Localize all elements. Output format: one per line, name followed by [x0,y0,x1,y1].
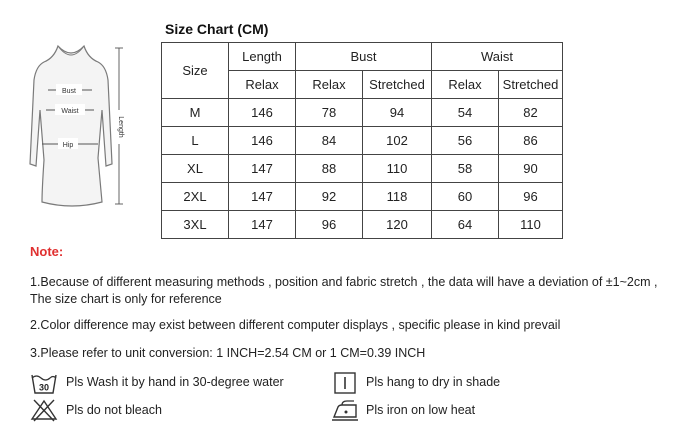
table-cell: 86 [499,127,563,155]
size-header: Size [162,43,229,99]
subheader-cell: Stretched [499,71,563,99]
table-cell: 94 [363,99,432,127]
table-cell: 118 [363,183,432,211]
subheader-cell: Stretched [363,71,432,99]
table-cell: 102 [363,127,432,155]
table-cell: 147 [229,155,296,183]
care-bleach-text: Pls do not bleach [66,403,162,417]
table-row [162,99,563,127]
waist-label: Waist [61,108,79,115]
size-table [161,42,563,239]
note-line-3: 3.Please refer to unit conversion: 1 INCH=2.54 CM or 1 CM=0.39 INCH [30,346,426,360]
table-cell: 110 [363,155,432,183]
table-cell: 3XL [162,211,229,239]
table-cell: 120 [363,211,432,239]
table-row [162,211,563,239]
table-cell: L [162,127,229,155]
care-hang-text: Pls hang to dry in shade [366,375,501,389]
table-cell: 84 [296,127,363,155]
note-line-1b: The size chart is only for reference [30,292,222,306]
note-heading: Note: [30,244,64,259]
subheader-cell: Relax [296,71,363,99]
table-cell: 60 [432,183,499,211]
table-cell: 82 [499,99,563,127]
length-header: Length [229,43,296,71]
bust-label: Bust [61,88,77,95]
wash-temp-badge: 30 [38,382,50,393]
subheader-cell: Relax [432,71,499,99]
table-cell: M [162,99,229,127]
length-label: Length [117,116,124,138]
table-cell: 96 [296,211,363,239]
subheader-cell: Relax [229,71,296,99]
table-cell: 2XL [162,183,229,211]
table-cell: 92 [296,183,363,211]
care-wash-text: Pls Wash it by hand in 30-degree water [66,375,284,389]
wash-30-icon [30,371,58,395]
table-cell: 56 [432,127,499,155]
table-cell: 147 [229,183,296,211]
table-cell: 78 [296,99,363,127]
no-bleach-icon [30,398,58,422]
table-cell: XL [162,155,229,183]
table-cell: 64 [432,211,499,239]
table-cell: 146 [229,127,296,155]
table-cell: 146 [229,99,296,127]
waist-header: Waist [432,43,563,71]
table-cell: 58 [432,155,499,183]
table-row [162,183,563,211]
table-cell: 110 [499,211,563,239]
table-row [162,155,563,183]
bust-header: Bust [296,43,432,71]
dress-measurement-illustration [22,40,132,212]
note-line-2: 2.Color difference may exist between different computer displays , specific please in kind prevail [30,318,561,332]
hip-label: Hip [62,142,74,149]
table-cell: 90 [499,155,563,183]
table-cell: 88 [296,155,363,183]
iron-low-icon [330,398,360,422]
table-row [162,127,563,155]
note-line-1: 1.Because of different measuring methods , position and fabric stretch , the data will have a deviation of ±1~2cm , [30,275,658,289]
dress-outline [30,46,112,206]
care-iron-text: Pls iron on low heat [366,403,476,417]
table-cell: 96 [499,183,563,211]
table-header-row [162,43,563,71]
hang-dry-icon [333,371,357,395]
chart-title: Size Chart (CM) [165,21,269,37]
table-cell: 147 [229,211,296,239]
table-cell: 54 [432,99,499,127]
